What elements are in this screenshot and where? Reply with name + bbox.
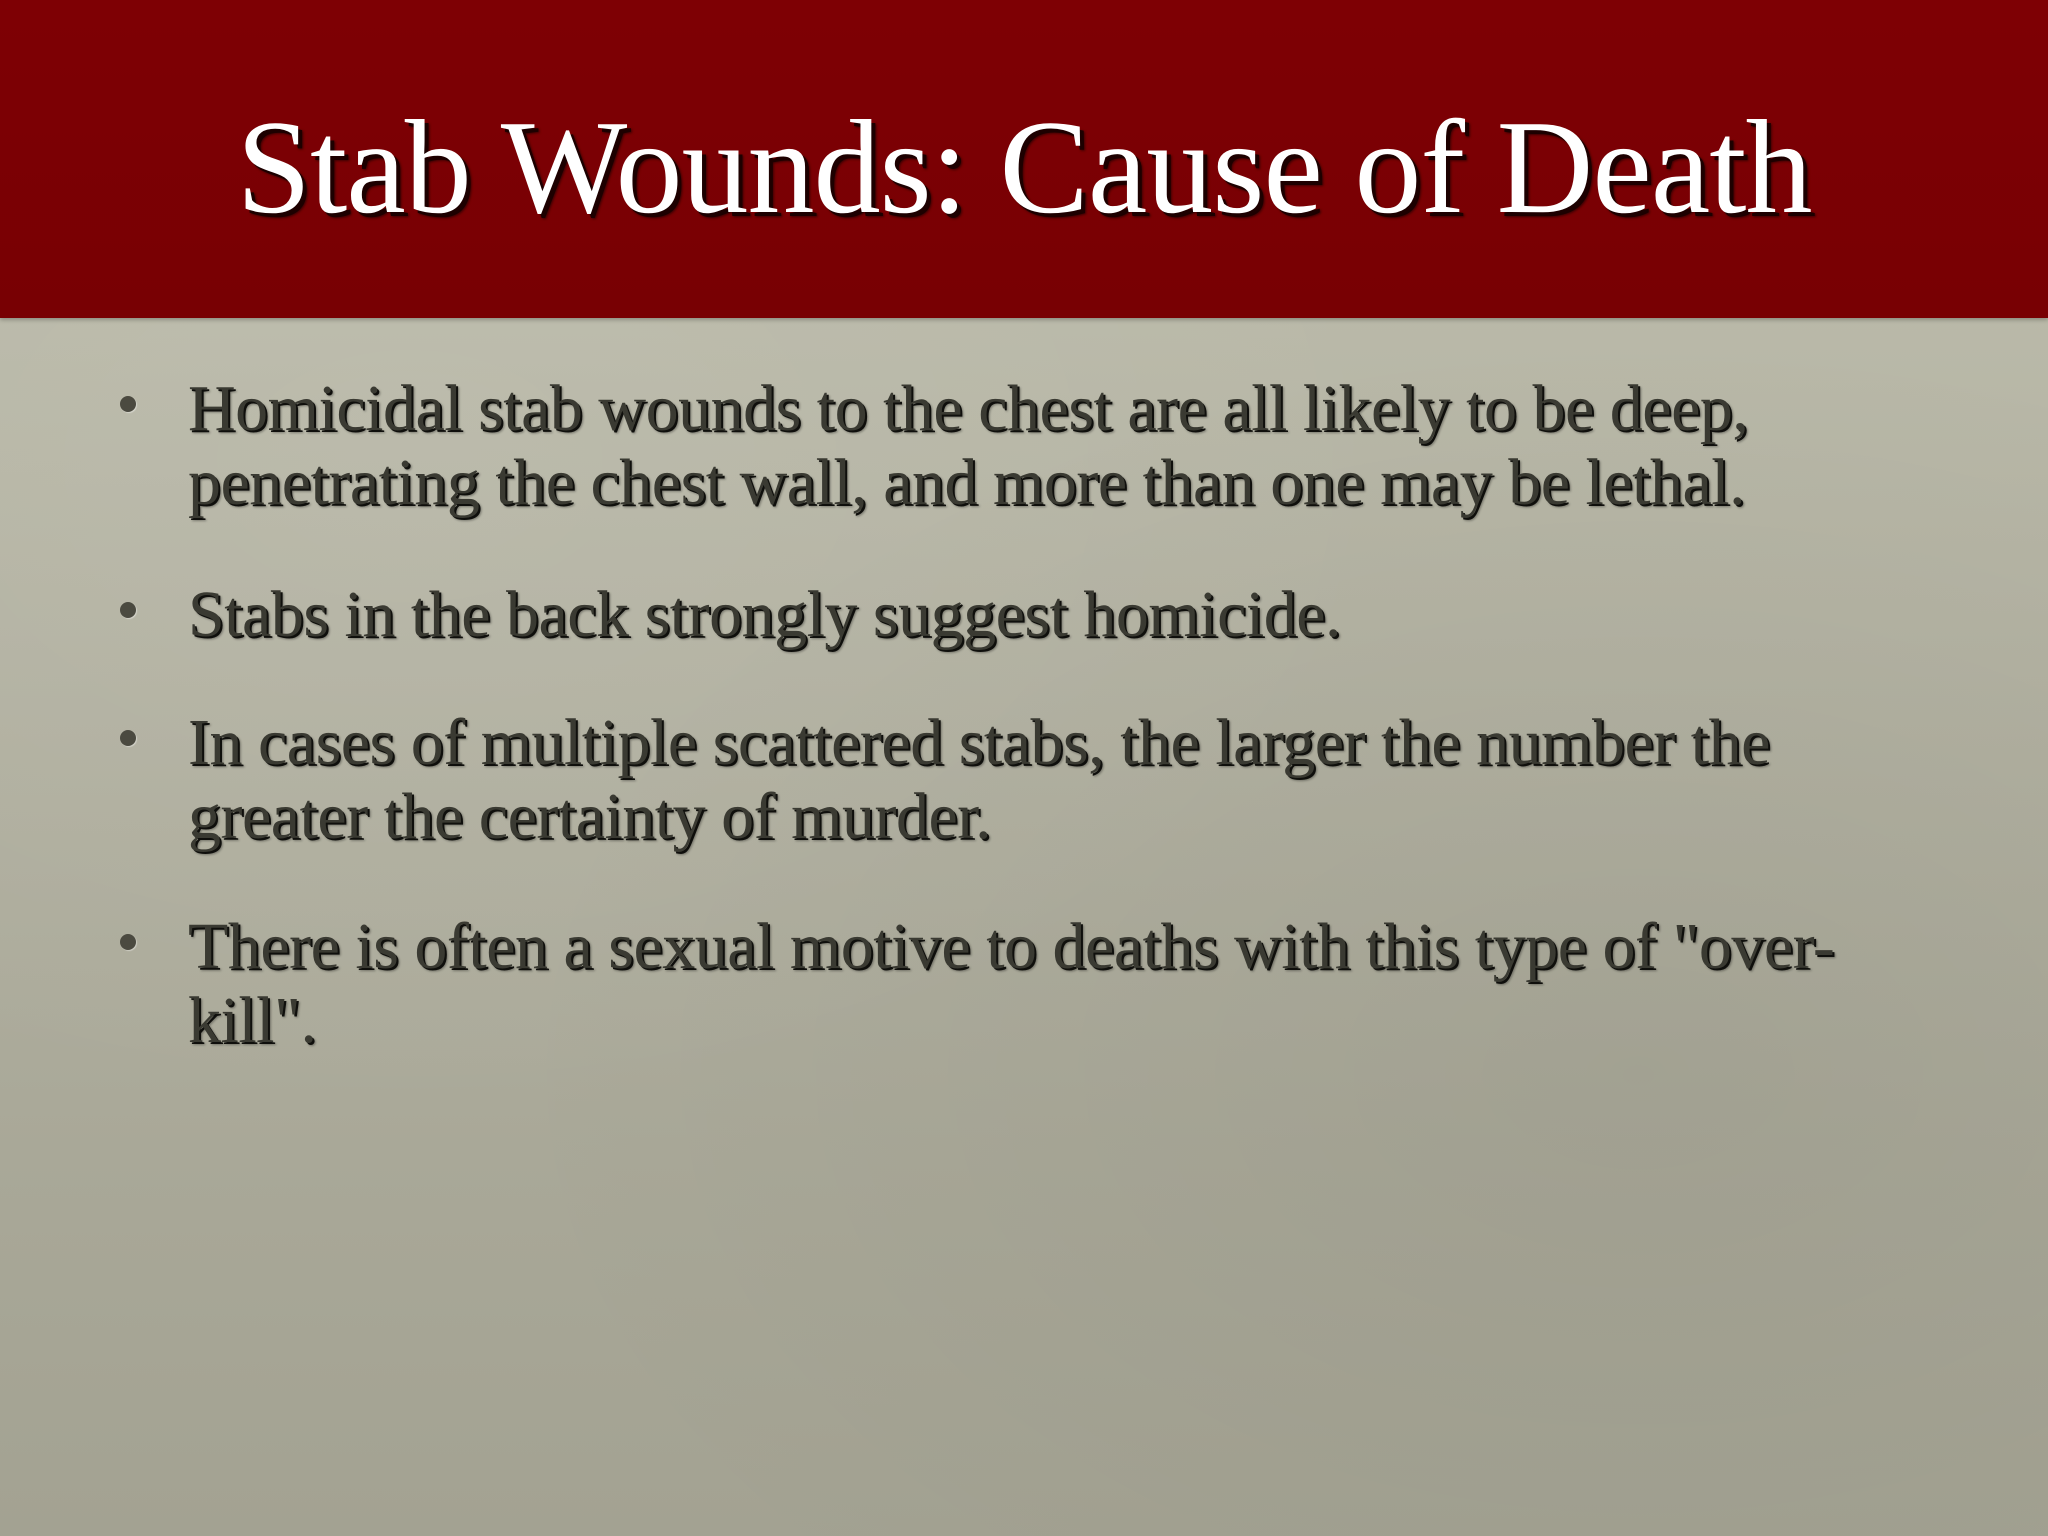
bullet-icon bbox=[120, 396, 136, 412]
bullet-text: In cases of multiple scattered stabs, the larger the number the greater the certainty of murder. bbox=[188, 706, 1770, 853]
bullet-icon bbox=[120, 602, 136, 618]
bullet-text: Stabs in the back strongly suggest homicide. bbox=[188, 578, 1342, 651]
bullet-icon bbox=[120, 730, 136, 746]
bullet-icon bbox=[120, 934, 136, 950]
bullet-text: Homicidal stab wounds to the chest are all likely to be deep, penetrating the chest wall, and more than one may be lethal. bbox=[188, 372, 1749, 519]
bullet-text: There is often a sexual motive to deaths with this type of "over-kill". bbox=[188, 910, 1835, 1057]
slide-title: Stab Wounds: Cause of Death bbox=[236, 93, 1812, 241]
